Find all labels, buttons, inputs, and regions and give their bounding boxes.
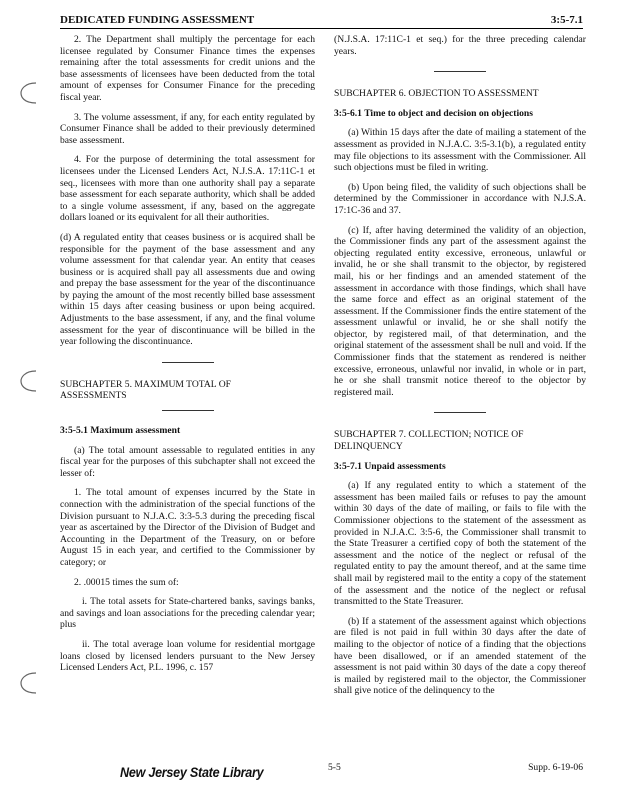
- paragraph: (a) Within 15 days after the date of mailing a statement of the assessment as provided in N.J.A.C. 3:5-3.1(b), a regulated entity may file objections to its assessment with the Commissioner. All such objections must be filed in writing.: [334, 127, 586, 174]
- paragraph: (a) The total amount assessable to regulated entities in any fiscal year for the purposes of this subchapter shall not exceed the lesser of:: [60, 444, 315, 479]
- section-heading: 3:5-6.1 Time to object and decision on objections: [334, 107, 533, 119]
- paragraph: ii. The total average loan volume for residential mortgage loans closed by licensed lenders pursuant to the New Jersey Licensed Lenders Act, P.L. 1996, c. 157: [60, 638, 315, 674]
- punch-hole-icon: [18, 670, 40, 696]
- paragraph: (b) Upon being filed, the validity of such objections shall be determined by the Commissioner in accordance with N.J.S.A. 17:1C-36 and 37.: [334, 181, 586, 216]
- paragraph: (c) If, after having determined the validity of an objection, the Commissioner finds any part of the assessment against the objecting regulated entity excessive, erroneous, unlawful or invalid, he or she shall transmit to the objector, by registered mail, his or her findings and an amended statement of the assessment in accordance with those findings, which shall have the same force and effect as an original statement of the assessment. If the Commissioner finds the entire statement of the assessment unlawful or invalid, he or she shall notify the objector, by registered mail, of that determination, and the original statement of the assessment shall be null and void. If the Commissioner finds that the statement as rendered is neither excessive, erroneous, unlawful nor invalid, in whole or in part, he or she shall transmit notice thereof to the objector by registered mail.: [334, 224, 586, 398]
- supplement-date: Supp. 6-19-06: [528, 762, 583, 773]
- punch-hole-icon: [18, 368, 40, 394]
- page-number: 5-5: [328, 762, 341, 773]
- paragraph: 2. The Department shall multiply the percentage for each licensee regulated by Consumer Finance times the expenses remaining after the total assessments for credit unions and the base assessments of licensees have been deducted from the total amount of expenses for Consumer Finance for the preceding fiscal year.: [60, 34, 315, 103]
- library-stamp: New Jersey State Library: [120, 764, 264, 780]
- divider: [162, 362, 214, 363]
- subchapter-heading: SUBCHAPTER 5. MAXIMUM TOTAL OF ASSESSMENTS: [60, 378, 231, 402]
- paragraph: i. The total assets for State-chartered banks, savings banks, and savings and loan associations for the preceding calendar year; plus: [60, 596, 315, 631]
- paragraph: 4. For the purpose of determining the total assessment for licensees under the Licensed Lenders Act, N.J.S.A. 17:11C-1 et seq., licensees with more than one authority shall pay a separate base assessment for each separate authority, which shall be added to a single volume assessment, if any, based on the aggregate dollars loaned or its equivalent for all their authorities.: [60, 154, 315, 224]
- right-column: [334, 34, 586, 705]
- divider: [434, 71, 486, 72]
- paragraph: (N.J.S.A. 17:11C-1 et seq.) for the three preceding calendar years.: [334, 34, 586, 57]
- divider: [434, 412, 486, 413]
- punch-hole-icon: [18, 80, 40, 106]
- paragraph: (b) If a statement of the assessment against which objections are filed is not paid in full within 30 days after the date of mailing to the objector of notice of a finding that the objections have been disallowed, or if an amended statement of the assessment is not paid within 30 days of the date a copy thereof is mailed by registered mail to the objector, the Commissioner shall give notice of the delinquency to the: [334, 615, 586, 697]
- section-heading: 3:5-5.1 Maximum assessment: [60, 425, 181, 437]
- subchapter-heading: SUBCHAPTER 7. COLLECTION; NOTICE OF DELINQUENCY: [334, 429, 524, 453]
- paragraph: 3. The volume assessment, if any, for each entity regulated by Consumer Finance shall be added to their previously determined base assessment.: [60, 111, 315, 146]
- paragraph: 2. .00015 times the sum of:: [74, 576, 179, 588]
- divider: [162, 410, 214, 411]
- header-title: DEDICATED FUNDING ASSESSMENT: [60, 14, 255, 26]
- paragraph: 1. The total amount of expenses incurred by the State in connection with the administration of the special functions of the Division pursuant to N.J.A.C. 3:3-5.3 during the preceding fiscal year as ascertained by the Director of the Division of Budget and Accounting in the Department of the Treasury, on or before August 15 in each year, and certified to the Commissioner by category; or: [60, 487, 315, 568]
- left-column: [60, 34, 315, 682]
- section-heading: 3:5-7.1 Unpaid assessments: [334, 460, 446, 472]
- page-footer: [60, 758, 583, 788]
- header-section: 3:5-7.1: [550, 14, 583, 26]
- subchapter-heading: SUBCHAPTER 6. OBJECTION TO ASSESSMENT: [334, 88, 539, 100]
- paragraph: (d) A regulated entity that ceases business or is acquired shall be responsible for the payment of the base assessment and any volume assessment for that calendar year. An entity that ceases business or is acquired shall pay all assessments due and owing and prepay the base assessment for the year of the discontinuance by paying the amount of the most recently billed base assessment within 15 days after ceasing business or upon being acquired. Adjustments to the base assessment, if any, and the final volume assessment for the year of discontinuance will be billed in the year following the discontinuance.: [60, 231, 315, 348]
- paragraph: (a) If any regulated entity to which a statement of the assessment has been mailed fails or refuses to pay the amount within 30 days of the date of mailing, or fails to file with the Commissioner objections to the statement of the assessment as provided in N.J.A.C. 3:5-6, the Commissioner shall transmit to the State Treasurer a certified copy of both the statement of the assessment and the notice of the neglect or refusal of the regulated entity to pay the amount thereof, and at the same time shall mail by registered mail to the entity a copy of the statement of the assessment and the notice of the neglect or refusal transmitted to the State Treasurer.: [334, 480, 586, 608]
- running-header: [60, 8, 583, 29]
